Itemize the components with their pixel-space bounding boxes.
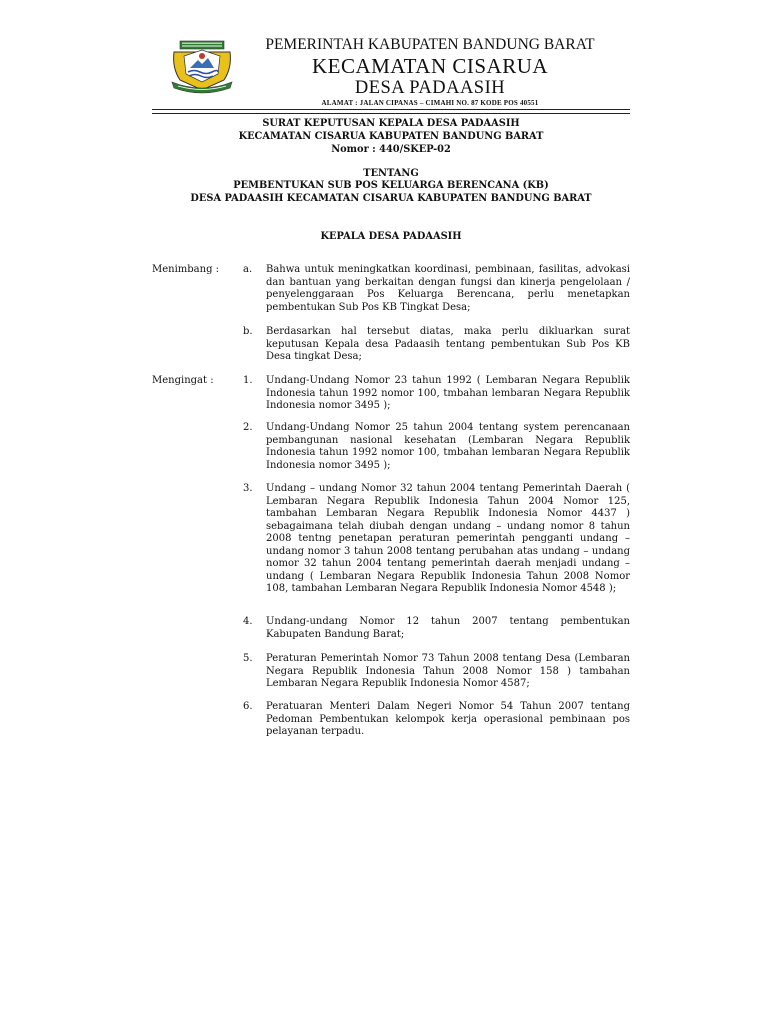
mengingat-marker-3: 3. bbox=[243, 483, 253, 494]
letterhead-divider-thin bbox=[152, 113, 630, 114]
subject-heading: TENTANG bbox=[363, 168, 419, 179]
subject-line1: PEMBENTUKAN SUB POS KELUARGA BERENCANA (KB) bbox=[233, 180, 549, 191]
regency-emblem-logo bbox=[170, 38, 234, 94]
menimbang-item-b: Berdasarkan hal tersebut diatas, maka perlu dikluarkan surat keputusan Kepala desa Padaasih tentang pembentukan Sub Pos KB Desa tingkat Desa; bbox=[266, 326, 630, 362]
letterhead-village-name: DESA PADAASIH bbox=[354, 78, 506, 98]
mengingat-item-5: Peraturan Pemerintah Nomor 73 Tahun 2008 tentang Desa (Lembaran Negara Republik Indonesia Tahun 2008 Nomor 158 ) tambahan Lembaran Negara Republik Indonesia Nomor 4587; bbox=[266, 653, 630, 689]
decree-title-line1: SURAT KEPUTUSAN KEPALA DESA PADAASIH bbox=[262, 118, 520, 129]
mengingat-marker-2: 2. bbox=[243, 422, 253, 433]
mengingat-item-4: Undang-undang Nomor 12 tahun 2007 tentang pembentukan Kabupaten Bandung Barat; bbox=[266, 616, 630, 640]
mengingat-marker-5: 5. bbox=[243, 653, 253, 664]
menimbang-marker-a: a. bbox=[243, 264, 253, 275]
menimbang-item-a: Bahwa untuk meningkatkan koordinasi, pembinaan, fasilitas, advokasi dan bantuan yang berkaitan dengan fungsi dan kinerja pengelolaan / penyelenggaraan Pos Keluarga Berencana, perlu menetapkan pembentukan Sub Pos KB Tingkat Desa; bbox=[266, 264, 630, 313]
mengingat-marker-4: 4. bbox=[243, 616, 253, 627]
letterhead-divider-thick bbox=[152, 109, 630, 110]
mengingat-item-6: Peratuaran Menteri Dalam Negeri Nomor 54 Tahun 2007 tentang Pedoman Pembentukan kelompok kerja operasional pembinaan pos pelayanan terpadu. bbox=[266, 701, 630, 737]
letterhead-address: ALAMAT : JALAN CIPANAS – CIMAHI NO. 87 KODE POS 40551 bbox=[321, 99, 539, 107]
mengingat-item-2: Undang-Undang Nomor 25 tahun 2004 tentang system perencanaan pembangunan nasional kesehatan (Lembaran Negara Republik Indonesia tahun 1992 nomor 100, tmbahan lembaran Negara Republik Indonesia nomor 3495 ); bbox=[266, 422, 630, 471]
menimbang-label: Menimbang : bbox=[152, 264, 220, 275]
mengingat-marker-6: 6. bbox=[243, 701, 253, 712]
subject-line2: DESA PADAASIH KECAMATAN CISARUA KABUPATEN BANDUNG BARAT bbox=[190, 193, 592, 204]
mengingat-marker-1: 1. bbox=[243, 375, 253, 386]
menimbang-marker-b: b. bbox=[243, 326, 253, 337]
letterhead-government-name: PEMERINTAH KABUPATEN BANDUNG BARAT bbox=[265, 36, 595, 53]
mengingat-item-1: Undang-Undang Nomor 23 tahun 1992 ( Lembaran Negara Republik Indonesia tahun 1992 nomor 100, tmbahan lembaran Negara Republik Indonesia nomor 3495 ); bbox=[266, 375, 630, 411]
mengingat-item-3: Undang – undang Nomor 32 tahun 2004 tentang Pemerintah Daerah ( Lembaran Negara Republik Indonesia Tahun 2004 Nomor 125, tambahan Lembaran Negara Republik Indonesia Nomor 4437 ) sebagaimana telah diubah dengan undang – undang nomor 8 tahun 2008 tentng penetapan peraturan pemerintah pengganti undang – undang nomor 3 tahun 2008 tentang perubahan atas undang – undang nomor 32 tahun 2004 tentang pemerintah daerah menjadi undang – undang ( Lembaran Negara Republik Indonesia Tahun 2008 Nomor 108, tambahan Lembaran Negara Republik Indonesia Nomor 4548 ); bbox=[266, 483, 630, 594]
decree-number: Nomor : 440/SKEP-02 bbox=[331, 144, 451, 155]
mengingat-label: Mengingat : bbox=[152, 375, 214, 386]
signatory-heading: KEPALA DESA PADAASIH bbox=[320, 231, 462, 242]
letterhead-district-name: KECAMATAN CISARUA bbox=[311, 54, 549, 78]
decree-title-line2: KECAMATAN CISARUA KABUPATEN BANDUNG BARAT bbox=[238, 131, 544, 142]
